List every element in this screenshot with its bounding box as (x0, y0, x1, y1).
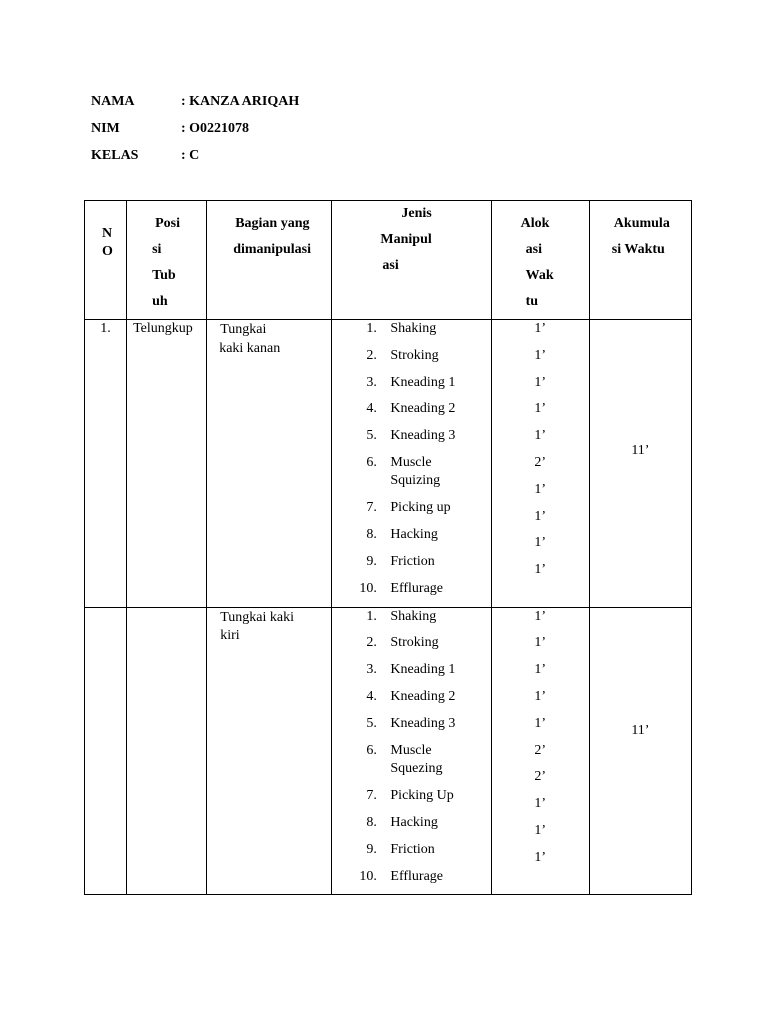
header-posisi-line: Tub (152, 268, 176, 283)
list-item (332, 553, 490, 580)
item-text: Kneading 2 (390, 401, 456, 417)
time-list (492, 608, 589, 876)
header-jenis-line: asi (382, 258, 399, 273)
item-number: 6. (366, 454, 377, 470)
item-text: Muscle Squezing (390, 742, 443, 776)
time-value: 2’ (534, 454, 547, 470)
item-text: Kneading 1 (390, 662, 456, 678)
row-posisi (127, 607, 207, 895)
header-posisi-line: si (152, 242, 162, 257)
item-number: 7. (366, 500, 377, 516)
list-item (332, 580, 490, 607)
header-alokasi-line: Wak (525, 268, 554, 283)
nama-value: : KANZA ARIQAH (181, 94, 300, 109)
time-value: 1’ (534, 535, 547, 551)
item-text: Kneading 2 (390, 689, 456, 705)
massage-table (84, 200, 692, 895)
time-value: 2’ (534, 742, 547, 758)
header-no (85, 201, 127, 320)
row-alokasi (491, 320, 589, 608)
list-item (332, 320, 490, 347)
item-text: Stroking (390, 347, 439, 363)
bagian-line: kiri (220, 627, 240, 643)
item-number: 6. (366, 742, 377, 758)
table-row (85, 320, 692, 608)
row-bagian (207, 320, 332, 608)
row-jenis (332, 320, 491, 608)
item-number: 10. (359, 868, 377, 884)
time-value: 1’ (534, 662, 547, 678)
row-number: 1. (85, 320, 127, 608)
item-text: Efflurage (390, 868, 443, 884)
nim-label: NIM (91, 121, 120, 136)
time-list (492, 320, 589, 588)
list-item (332, 715, 490, 742)
time-value: 1’ (534, 374, 547, 390)
item-number: 9. (366, 841, 377, 857)
header-no-line: O (102, 244, 113, 259)
time-value: 1’ (534, 608, 547, 624)
time-value: 1’ (534, 796, 547, 812)
item-text: Hacking (390, 527, 438, 543)
row-alokasi (491, 607, 589, 895)
item-number: 3. (366, 662, 377, 678)
time-value: 1’ (534, 635, 547, 651)
item-number: 1. (366, 321, 377, 336)
header-alokasi-line: asi (525, 242, 542, 257)
header-alokasi-line: Alok (520, 216, 550, 231)
row-akumulasi (589, 320, 691, 608)
item-text: Muscle Squizing (390, 454, 441, 488)
list-item (332, 688, 490, 715)
header-akumulasi-line: Akumula (613, 216, 670, 231)
header-akumulasi (589, 201, 691, 320)
kelas-value: : C (181, 148, 200, 163)
item-number: 5. (366, 428, 377, 444)
list-item (332, 526, 490, 553)
header-posisi-line: uh (152, 294, 168, 309)
list-item (332, 400, 490, 427)
time-value: 2’ (534, 769, 547, 785)
item-text: Kneading 1 (390, 374, 456, 390)
header-posisi-line: Posi (155, 216, 180, 231)
nim-value: : O0221078 (181, 121, 250, 136)
bagian-line: Tungkai (220, 322, 267, 337)
table-row (85, 607, 692, 895)
manipulation-list (332, 608, 490, 895)
header-alokasi (491, 201, 589, 320)
item-number: 9. (366, 554, 377, 570)
header-akumulasi-line: si Waktu (611, 242, 665, 257)
header-alokasi-line: tu (525, 294, 539, 309)
item-number: 8. (366, 527, 377, 543)
item-number: 4. (366, 401, 377, 417)
list-item (332, 787, 490, 814)
list-item (332, 742, 490, 788)
row-number (85, 607, 127, 895)
header-bagian-line: Bagian yang (235, 216, 310, 231)
item-number: 4. (366, 689, 377, 705)
item-number: 1. (366, 608, 377, 624)
list-item (332, 868, 490, 895)
time-value: 1’ (534, 823, 547, 839)
item-text: Shaking (390, 321, 437, 336)
item-text: Friction (390, 554, 435, 570)
header-bagian-line: dimanipulasi (233, 242, 312, 257)
item-number: 10. (359, 580, 377, 596)
header-bagian (207, 201, 332, 320)
item-text: Shaking (390, 608, 437, 624)
row-bagian (207, 607, 332, 895)
time-value: 1’ (534, 508, 547, 524)
item-number: 3. (366, 374, 377, 390)
item-number: 7. (366, 788, 377, 804)
table-header-row (85, 201, 692, 320)
list-item (332, 661, 490, 688)
list-item (332, 499, 490, 526)
time-value: 1’ (534, 689, 547, 705)
list-item (332, 841, 490, 868)
list-item (332, 634, 490, 661)
item-text: Kneading 3 (390, 715, 456, 731)
akumulasi-value: 11’ (631, 723, 650, 738)
header-posisi (127, 201, 207, 320)
list-item (332, 454, 490, 500)
time-value: 1’ (534, 401, 547, 417)
bagian-line: kaki kanan (219, 341, 281, 356)
time-value: 1’ (534, 481, 547, 497)
time-value: 1’ (534, 715, 547, 731)
item-number: 8. (366, 814, 377, 830)
item-text: Stroking (390, 635, 439, 651)
item-text: Friction (390, 841, 435, 857)
row-posisi: Telungkup (127, 320, 207, 608)
akumulasi-value: 11’ (631, 443, 650, 459)
item-text: Picking up (390, 500, 451, 516)
item-number: 2. (366, 347, 377, 363)
header-no-line: N (102, 226, 113, 241)
time-value: 1’ (534, 849, 547, 865)
header-jenis-line: Manipul (380, 232, 432, 247)
manipulation-list (332, 320, 490, 607)
item-text: Efflurage (390, 580, 443, 596)
item-text: Kneading 3 (390, 428, 456, 444)
list-item (332, 347, 490, 374)
header-jenis (332, 201, 491, 320)
item-number: 2. (366, 635, 377, 651)
list-item (332, 608, 490, 635)
nama-label: NAMA (91, 94, 135, 109)
time-value: 1’ (534, 347, 547, 363)
row-jenis (332, 607, 491, 895)
item-text: Picking Up (390, 788, 454, 804)
item-text: Hacking (390, 814, 438, 830)
time-value: 1’ (534, 562, 547, 578)
list-item (332, 374, 490, 401)
kelas-label: KELAS (91, 148, 139, 163)
time-value: 1’ (534, 321, 547, 336)
header-jenis-line: Jenis (401, 206, 432, 221)
item-number: 5. (366, 715, 377, 731)
time-value: 1’ (534, 428, 547, 444)
list-item (332, 814, 490, 841)
row-akumulasi (589, 607, 691, 895)
list-item (332, 427, 490, 454)
bagian-line: Tungkai kaki (220, 609, 294, 625)
